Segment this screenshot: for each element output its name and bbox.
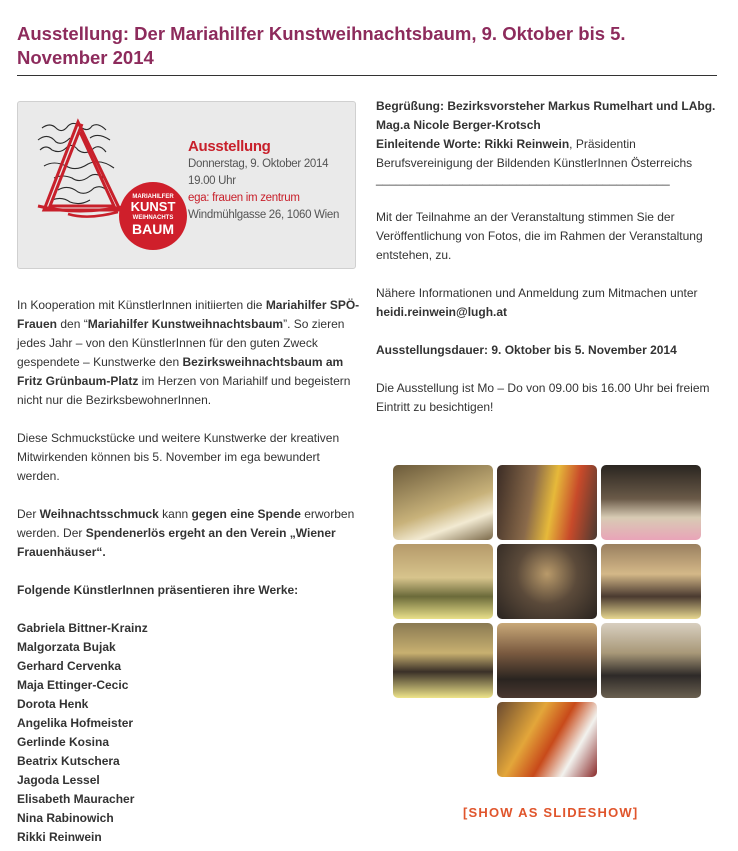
donation-paragraph: [17, 505, 362, 562]
logo-text: KUNST: [130, 199, 176, 214]
bold-text: Einleitende Worte: Rikki Reinwein: [376, 137, 570, 151]
bold-text: Mariahilfer Kunstweihnachtsbaum: [87, 317, 284, 331]
gallery-thumbnail[interactable]: [497, 623, 597, 698]
gallery-thumbnail[interactable]: [497, 544, 597, 619]
logo-text: WEIHNACHTS: [132, 215, 174, 221]
text: im Herzen von Mariahilf und begeistern nicht nur die BezirksbewohnerInnen.: [17, 374, 351, 407]
artists-heading: [17, 581, 362, 600]
bold-text: Begrüßung: Bezirksvorsteher Markus Rumelhart und LAbg. Mag.a Nicole Berger-Krotsch: [376, 99, 716, 132]
artist-list: [17, 619, 362, 847]
intro-paragraph: [17, 296, 362, 410]
gallery-thumbnail[interactable]: [601, 544, 701, 619]
event-heading: Ausstellung: [188, 138, 271, 155]
bold-text: gegen eine Spende: [191, 507, 301, 521]
bold-text: Weihnachtsschmuck: [39, 507, 159, 521]
bold-text: Folgende KünstlerInnen präsentieren ihre Werke:: [17, 583, 299, 597]
opening-hours: Die Ausstellung ist Mo – Do von 09.00 bis 16.00 Uhr bei freiem Eintritt zu besichtigen!: [376, 381, 710, 414]
logo-text: MARIAHILFER: [132, 194, 174, 200]
bold-text: Ausstellungsdauer: 9. Oktober bis 5. November 2014: [376, 343, 677, 357]
right-column: [376, 97, 716, 436]
text: Nähere Informationen und Anmeldung zum Mitmachen unter: [376, 286, 698, 300]
bold-text: Spendenerlös ergeht an den Verein „Wiener Frauenhäuser“.: [17, 526, 336, 559]
page-title: Ausstellung: Der Mariahilfer Kunstweihnachtsbaum, 9. Oktober bis 5. November 2014: [17, 23, 626, 68]
event-time: 19.00 Uhr: [188, 175, 236, 187]
left-column: [17, 296, 362, 847]
text: ”. So zieren jedes Jahr – von den KünstlerInnen für den guten Zweck gespendete – Kunstwerke den: [17, 317, 345, 369]
contact-email[interactable]: heidi.reinwein@lugh.at: [376, 305, 508, 319]
gallery-thumbnail[interactable]: [497, 465, 597, 540]
intro-words: [376, 135, 716, 173]
christmas-tree-artwork: [28, 114, 188, 262]
gallery-thumbnail[interactable]: [601, 623, 701, 698]
show-as-slideshow-link[interactable]: [SHOW AS SLIDESHOW]: [463, 805, 639, 820]
photo-notice: Mit der Teilnahme an der Veranstaltung stimmen Sie der Veröffentlichung von Fotos, die im Rahmen der Veranstaltung entstehen, zu.: [376, 210, 703, 262]
text: In Kooperation mit KünstlerInnen initiierten die: [17, 298, 266, 312]
artist-name: Gerlinde Kosina: [17, 735, 110, 749]
greeting: [376, 97, 716, 135]
event-details: [188, 138, 339, 224]
text: , Präsidentin Berufsvereinigung der Bildenden KünstlerInnen Österreichs: [376, 137, 693, 170]
artist-name: Maja Ettinger-Cecic: [17, 678, 129, 692]
logo-text: BAUM: [132, 221, 174, 237]
text: Der: [17, 507, 40, 521]
artist-name: Elisabeth Mauracher: [17, 792, 135, 806]
artist-name: Nina Rabinowich: [17, 811, 114, 825]
title-divider: [17, 75, 717, 76]
duration-paragraph: [376, 341, 716, 360]
artist-name: Gerhard Cervenka: [17, 659, 122, 673]
separator-line: ____________________________________________: [376, 172, 670, 186]
gallery-thumbnail[interactable]: [393, 623, 493, 698]
artist-name: Angelika Hofmeister: [17, 716, 134, 730]
event-date: Donnerstag, 9. Oktober 2014: [188, 158, 329, 170]
artist-name: Jagoda Lessel: [17, 773, 100, 787]
event-invitation-card: [17, 101, 356, 269]
event-address: Windmühlgasse 26, 1060 Wien: [188, 209, 340, 221]
text: erworben werden. Der: [17, 507, 355, 540]
exhibition-paragraph: Diese Schmuckstücke und weitere Kunstwerke der kreativen Mitwirkenden können bis 5. November im ega bewundert werden.: [17, 431, 340, 483]
text: kann: [158, 507, 192, 521]
artist-name: Dorota Henk: [17, 697, 89, 711]
gallery-thumbnail[interactable]: [393, 465, 493, 540]
event-venue: ega: frauen im zentrum: [188, 192, 300, 204]
artist-name: Beatrix Kutschera: [17, 754, 120, 768]
gallery-thumbnail[interactable]: [497, 702, 597, 777]
gallery-thumbnail[interactable]: [601, 465, 701, 540]
artist-name: Gabriela Bittner-Krainz: [17, 621, 148, 635]
artist-name: Rikki Reinwein: [17, 830, 102, 844]
bold-text: Bezirksweihnachtsbaum am Fritz Grünbaum-Platz: [17, 355, 344, 388]
bold-text: Mariahilfer SPÖ-Frauen: [17, 298, 360, 331]
gallery-thumbnail[interactable]: [393, 544, 493, 619]
text: den “: [57, 317, 88, 331]
info-paragraph: [376, 284, 716, 322]
artist-name: Malgorzata Bujak: [17, 640, 116, 654]
